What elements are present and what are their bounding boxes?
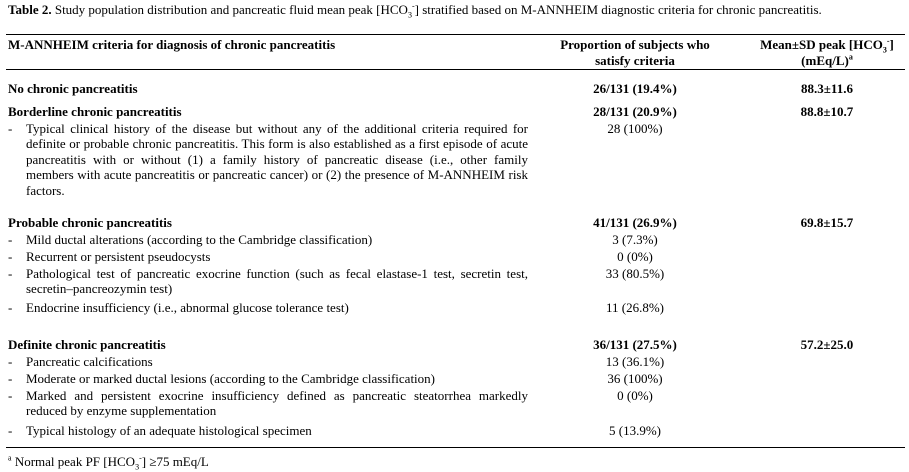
list-item: - Endocrine insufficiency (i.e., abnormal glucose tolerance test) xyxy=(8,300,528,315)
criterion-text: Moderate or marked ductal lesions (according to the Cambridge classification) xyxy=(26,371,435,386)
header-col3-bracket: ] xyxy=(889,37,894,52)
criterion-text: Pancreatic calcifications xyxy=(26,354,153,369)
header-col3-footmark: a xyxy=(848,52,853,62)
group-proportion-probable: 41/131 (26.9%) xyxy=(593,215,677,230)
list-item: - Moderate or marked ductal lesions (according to the Cambridge classification) xyxy=(8,371,528,386)
criterion-value: 13 (36.1%) xyxy=(605,354,665,369)
header-col2-line2: satisfy criteria xyxy=(595,53,675,68)
criterion-value: 0 (0%) xyxy=(617,388,653,403)
table-caption xyxy=(8,1,904,20)
footnote-text-b: ] ≥75 mEq/L xyxy=(141,454,209,469)
list-item: - Pathological test of pancreatic exocrine function (such as fecal elastase-1 test, secretin test, secretin–pancreozymin test) xyxy=(8,266,528,297)
criterion-value: 36 (100%) xyxy=(607,371,663,386)
criterion-text: Mild ductal alterations (according to the Cambridge classification) xyxy=(26,232,373,247)
criterion-value: 33 (80.5%) xyxy=(605,266,665,281)
footnote-text-a: Normal peak PF [HCO xyxy=(11,454,136,469)
criterion-value: 5 (13.9%) xyxy=(609,423,661,438)
list-item: - Mild ductal alterations (according to the Cambridge classification) xyxy=(8,232,528,247)
bottom-rule xyxy=(6,447,905,448)
criterion-text: Marked and persistent exocrine insufficiency defined as pancreatic steatorrhea markedly reduced by enzyme supplementation xyxy=(26,388,528,419)
list-item: - Recurrent or persistent pseudocysts xyxy=(8,249,528,264)
caption-text-a: Study population distribution and pancreatic fluid mean peak [HCO xyxy=(51,2,408,17)
criterion-text: Pathological test of pancreatic exocrine function (such as fecal elastase-1 test, secretin test, secretin–pancreozymin test) xyxy=(26,266,528,297)
group-proportion-definite: 36/131 (27.5%) xyxy=(593,337,677,352)
header-col3-sup: - xyxy=(886,36,890,46)
caption-sub: 3 xyxy=(407,10,412,20)
group-mean-borderline: 88.8±10.7 xyxy=(800,104,854,119)
group-title-none: No chronic pancreatitis xyxy=(8,81,138,96)
group-mean-probable: 69.8±15.7 xyxy=(800,215,854,230)
header-col3-text: Mean±SD peak [HCO xyxy=(760,37,883,52)
criterion-text: Recurrent or persistent pseudocysts xyxy=(26,249,211,264)
criterion-text: Endocrine insufficiency (i.e., abnormal glucose tolerance test) xyxy=(26,300,349,315)
group-title-probable: Probable chronic pancreatitis xyxy=(8,215,172,230)
criterion-value: 3 (7.3%) xyxy=(612,232,658,247)
header-rule xyxy=(6,69,905,70)
list-item: - Typical histology of an adequate histological specimen xyxy=(8,423,528,438)
top-rule xyxy=(6,34,905,35)
caption-text-b: ] stratified based on M-ANNHEIM diagnostic criteria for chronic pancreatitis. xyxy=(414,2,822,17)
list-item: - Typical clinical history of the disease but without any of the additional criteria required for definite or probable chronic pancreatitis. This form is also established as a first episode of acute pancreatitis with or without (1) a family history of pancreatic disease (i.e., other family members with acute pancreatitis or pancreatic cancer) or (2) the presence of M-ANNHEIM risk factors. xyxy=(8,121,528,198)
group-proportion-none: 26/131 (19.4%) xyxy=(593,81,677,96)
footnote-sup: - xyxy=(139,453,142,463)
group-title-borderline: Borderline chronic pancreatitis xyxy=(8,104,182,119)
table-footnote xyxy=(8,453,209,472)
caption-label: Table 2. xyxy=(8,2,52,17)
caption-sup: - xyxy=(411,1,415,11)
group-mean-definite: 57.2±25.0 xyxy=(800,337,854,352)
criterion-text: Typical histology of an adequate histological specimen xyxy=(26,423,312,438)
header-col3-sub: 3 xyxy=(882,45,887,55)
list-item: - Marked and persistent exocrine insufficiency defined as pancreatic steatorrhea markedly reduced by enzyme supplementation xyxy=(8,388,528,419)
criterion-value: 11 (26.8%) xyxy=(605,300,664,315)
header-col3-line2 xyxy=(752,53,902,68)
criterion-value: 28 (100%) xyxy=(607,121,663,136)
group-proportion-borderline: 28/131 (20.9%) xyxy=(593,104,677,119)
header-col3-unit: (mEq/L) xyxy=(801,53,849,68)
header-col1: M-ANNHEIM criteria for diagnosis of chronic pancreatitis xyxy=(8,37,336,52)
footnote-sub: 3 xyxy=(135,462,140,472)
group-mean-none: 88.3±11.6 xyxy=(801,81,853,96)
list-item: - Pancreatic calcifications xyxy=(8,354,528,369)
group-title-definite: Definite chronic pancreatitis xyxy=(8,337,166,352)
footnote-mark: a xyxy=(8,453,12,463)
header-col3-line1 xyxy=(752,36,902,55)
criterion-value: 0 (0%) xyxy=(617,249,653,264)
criterion-text: Typical clinical history of the disease but without any of the additional criteria required for definite or probable chronic pancreatitis. This form is also established as a first episode of acute pancreatitis with or without (1) a family history of pancreatic disease (i.e., other family members with acute pancreatitis or pancreatic cancer) or (2) the presence of M-ANNHEIM risk factors. xyxy=(26,121,528,198)
header-col2-line1: Proportion of subjects who xyxy=(560,37,710,52)
